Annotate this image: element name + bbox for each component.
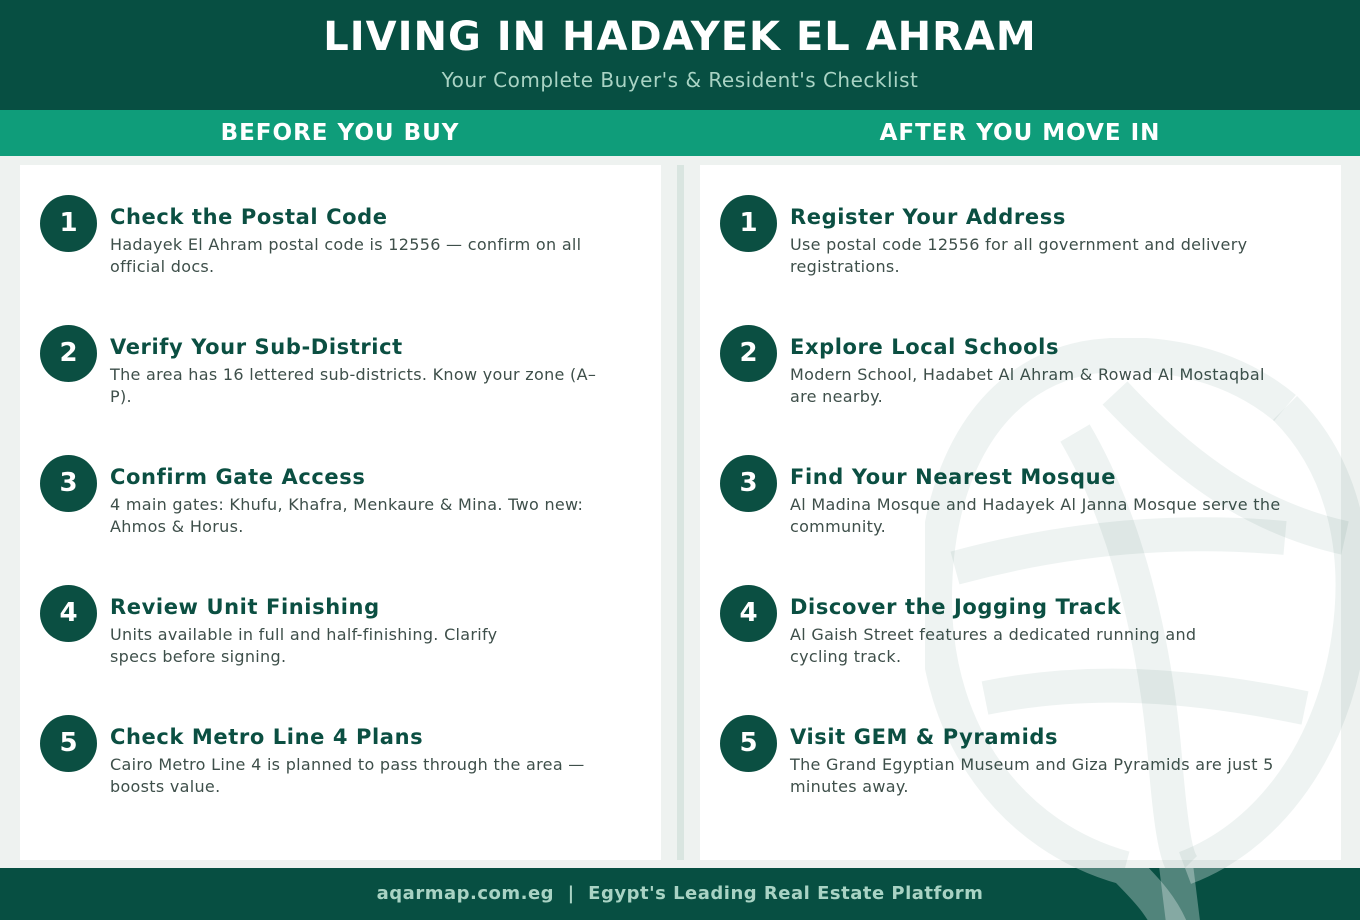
before-panel — [20, 165, 661, 860]
step-number-badge: 4 — [720, 585, 777, 642]
item-description: Cairo Metro Line 4 is planned to pass through the area — boosts value. — [110, 755, 585, 796]
globe-watermark-footer-icon — [925, 868, 1360, 920]
footer-text: aqarmap.com.eg | Egypt's Leading Real Estate Platform — [376, 883, 984, 904]
step-number-badge: 1 — [720, 195, 777, 252]
header — [0, 0, 1360, 110]
footer — [0, 868, 1360, 920]
item-description: Units available in full and half-finishing. Clarify specs before signing. — [110, 625, 498, 666]
step-number-badge: 2 — [40, 325, 97, 382]
item-title: Explore Local Schools — [790, 335, 1060, 359]
step-number-badge: 3 — [40, 455, 97, 512]
step-number-badge: 1 — [40, 195, 97, 252]
step-number-badge: 4 — [40, 585, 97, 642]
step-number-badge: 3 — [720, 455, 777, 512]
after-panel — [700, 165, 1341, 860]
step-number-badge: 5 — [720, 715, 777, 772]
page-subtitle: Your Complete Buyer's & Resident's Checklist — [441, 68, 919, 92]
column-heading-band — [0, 110, 1360, 156]
before-heading: BEFORE YOU BUY — [220, 120, 460, 146]
item-description: 4 main gates: Khufu, Khafra, Menkaure & Mina. Two new: Ahmos & Horus. — [110, 495, 584, 536]
item-title: Confirm Gate Access — [110, 465, 366, 489]
item-title: Verify Your Sub-District — [110, 335, 403, 359]
item-title: Check the Postal Code — [110, 205, 388, 229]
column-divider — [677, 165, 684, 860]
page-title: LIVING IN HADAYEK EL AHRAM — [323, 14, 1037, 60]
step-number-badge: 5 — [40, 715, 97, 772]
item-description: Hadayek El Ahram postal code is 12556 — confirm on all official docs. — [110, 235, 582, 276]
item-title: Register Your Address — [790, 205, 1066, 229]
item-title: Visit GEM & Pyramids — [790, 725, 1059, 749]
item-title: Review Unit Finishing — [110, 595, 380, 619]
item-description: The Grand Egyptian Museum and Giza Pyramids are just 5 minutes away. — [790, 755, 1274, 796]
item-description: Use postal code 12556 for all government and delivery registrations. — [790, 235, 1248, 276]
item-title: Check Metro Line 4 Plans — [110, 725, 424, 749]
item-description: The area has 16 lettered sub-districts. Know your zone (A–P). — [110, 365, 597, 406]
item-description: Al Gaish Street features a dedicated running and cycling track. — [790, 625, 1197, 666]
item-description: Al Madina Mosque and Hadayek Al Janna Mosque serve the community. — [790, 495, 1281, 536]
step-number-badge: 2 — [720, 325, 777, 382]
item-description: Modern School, Hadabet Al Ahram & Rowad Al Mostaqbal are nearby. — [790, 365, 1265, 406]
item-title: Find Your Nearest Mosque — [790, 465, 1117, 489]
after-heading: AFTER YOU MOVE IN — [879, 120, 1161, 146]
item-title: Discover the Jogging Track — [790, 595, 1122, 619]
